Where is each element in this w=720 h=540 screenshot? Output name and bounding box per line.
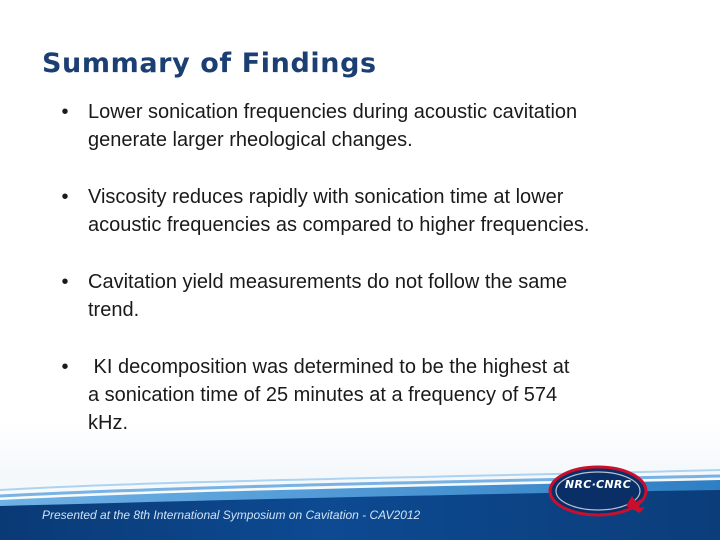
bullet-list (58, 98, 708, 466)
bullet-glyph: • (61, 186, 69, 208)
footer-banner (0, 460, 720, 540)
bullet-text-line: generate larger rheological changes. (88, 129, 413, 151)
bullet-text-line: acoustic frequencies as compared to higher frequencies. (88, 214, 590, 236)
bullet-item-1 (58, 98, 708, 154)
bullet-glyph: • (61, 101, 69, 123)
bullet-text-line: kHz. (88, 412, 128, 434)
footer-caption: Presented at the 8th International Symposium on Cavitation - CAV2012 (42, 508, 421, 522)
bullet-item-2 (58, 183, 708, 239)
bullet-text-line: Viscosity reduces rapidly with sonication time at lower (88, 186, 564, 208)
footer-wave-graphic (0, 460, 720, 540)
bullet-text-line: trend. (88, 299, 140, 321)
slide-title: Summary of Findings (42, 48, 377, 79)
nrc-logo-text: NRC·CNRC (564, 478, 632, 491)
bullet-text-line: Lower sonication frequencies during acoustic cavitation (88, 101, 578, 123)
bullet-text-line: Cavitation yield measurements do not follow the same (88, 271, 568, 293)
bullet-item-3 (58, 268, 708, 324)
bullet-item-4 (58, 353, 708, 437)
bullet-text-line: KI decomposition was determined to be the highest at (88, 356, 570, 378)
bullet-text-line: a sonication time of 25 minutes at a frequency of 574 (88, 384, 558, 406)
bullet-glyph: • (61, 356, 69, 378)
bullet-glyph: • (61, 271, 69, 293)
